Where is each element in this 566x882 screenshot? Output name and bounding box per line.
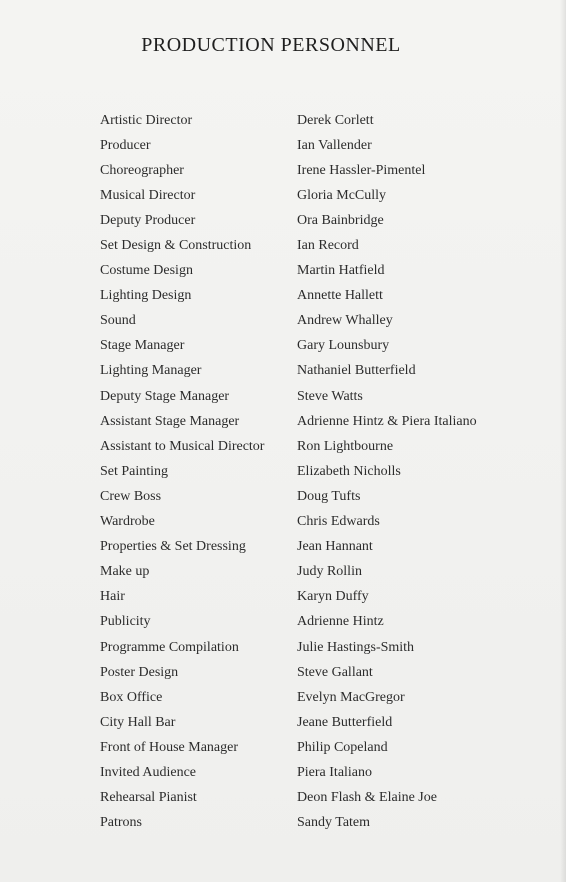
page-edge-shadow	[560, 0, 566, 882]
credit-role: Publicity	[100, 614, 151, 630]
credit-row	[100, 585, 540, 610]
credit-row	[100, 183, 540, 208]
credit-name: Gary Lounsbury	[297, 338, 390, 354]
credit-row	[100, 760, 540, 785]
credit-name: Jeane Butterfield	[297, 714, 393, 730]
credit-role: Patrons	[100, 815, 142, 831]
credit-name: Judy Rollin	[297, 564, 362, 580]
credit-name: Philip Copeland	[297, 739, 388, 755]
credit-role: Artistic Director	[100, 112, 193, 128]
credit-role: Crew Boss	[100, 488, 162, 504]
credit-row	[100, 510, 540, 535]
credit-name: Irene Hassler-Pimentel	[297, 162, 426, 178]
credit-role: Producer	[100, 137, 151, 153]
credit-row	[100, 284, 540, 309]
credit-name: Adrienne Hintz & Piera Italiano	[297, 413, 477, 429]
credit-role: Wardrobe	[100, 514, 155, 530]
credit-row	[100, 133, 540, 158]
credit-name: Ian Vallender	[297, 137, 372, 153]
credit-role: City Hall Bar	[100, 714, 176, 730]
credit-role: Box Office	[100, 689, 163, 705]
credit-role: Lighting Manager	[100, 363, 202, 379]
credit-role: Front of House Manager	[100, 739, 239, 755]
credit-name: Ron Lightbourne	[297, 438, 394, 454]
credit-row	[100, 434, 540, 459]
credit-row	[100, 459, 540, 484]
credit-role: Make up	[100, 564, 150, 580]
credit-name: Steve Watts	[297, 388, 363, 404]
credit-role: Costume Design	[100, 263, 193, 279]
credit-row	[100, 108, 540, 133]
credit-name: Derek Corlett	[297, 112, 374, 128]
credit-row	[100, 334, 540, 359]
credit-role: Sound	[100, 313, 136, 329]
credit-row	[100, 735, 540, 760]
credit-row	[100, 535, 540, 560]
credit-name: Piera Italiano	[297, 764, 373, 780]
credit-role: Stage Manager	[100, 338, 185, 354]
credit-role: Hair	[100, 589, 125, 605]
credit-name: Elizabeth Nicholls	[297, 463, 401, 479]
credit-role: Properties & Set Dressing	[100, 539, 246, 555]
credit-row	[100, 359, 540, 384]
credit-name: Chris Edwards	[297, 514, 380, 530]
credit-name: Deon Flash & Elaine Joe	[297, 790, 437, 806]
credit-role: Assistant to Musical Director	[100, 438, 265, 454]
credit-name: Gloria McCully	[297, 187, 387, 203]
credit-row	[100, 158, 540, 183]
credit-row	[100, 233, 540, 258]
credit-name: Sandy Tatem	[297, 815, 371, 831]
credit-name: Jean Hannant	[297, 539, 373, 555]
credit-row	[100, 208, 540, 233]
credit-row	[100, 811, 540, 836]
credit-row	[100, 786, 540, 811]
credit-name: Nathaniel Butterfield	[297, 363, 416, 379]
credit-row	[100, 685, 540, 710]
credit-role: Deputy Producer	[100, 212, 196, 228]
credit-name: Steve Gallant	[297, 664, 373, 680]
credit-role: Programme Compilation	[100, 639, 239, 655]
credit-role: Rehearsal Pianist	[100, 790, 197, 806]
credit-row	[100, 259, 540, 284]
credit-row	[100, 635, 540, 660]
page-title: PRODUCTION PERSONNEL	[141, 34, 401, 56]
credit-role: Deputy Stage Manager	[100, 388, 230, 404]
credit-role: Invited Audience	[100, 764, 197, 780]
credit-role: Musical Director	[100, 187, 196, 203]
credit-role: Lighting Design	[100, 288, 192, 304]
credit-row	[100, 484, 540, 509]
credit-row	[100, 560, 540, 585]
credit-name: Annette Hallett	[297, 288, 383, 304]
credit-row	[100, 409, 540, 434]
credit-name: Ora Bainbridge	[297, 212, 384, 228]
credit-role: Poster Design	[100, 664, 179, 680]
credit-row	[100, 660, 540, 685]
credit-name: Martin Hatfield	[297, 263, 385, 279]
credit-name: Doug Tufts	[297, 488, 361, 504]
credit-name: Andrew Whalley	[297, 313, 393, 329]
credit-role: Set Design & Construction	[100, 238, 252, 254]
credit-name: Ian Record	[297, 238, 359, 254]
credit-name: Evelyn MacGregor	[297, 689, 405, 705]
credit-row	[100, 384, 540, 409]
credit-row	[100, 610, 540, 635]
credit-name: Karyn Duffy	[297, 589, 369, 605]
credit-name: Julie Hastings-Smith	[297, 639, 415, 655]
credit-row	[100, 309, 540, 334]
credit-row	[100, 710, 540, 735]
credits-list	[100, 108, 540, 836]
credit-role: Set Painting	[100, 463, 169, 479]
credit-name: Adrienne Hintz	[297, 614, 384, 630]
credit-role: Assistant Stage Manager	[100, 413, 240, 429]
credit-role: Choreographer	[100, 162, 184, 178]
